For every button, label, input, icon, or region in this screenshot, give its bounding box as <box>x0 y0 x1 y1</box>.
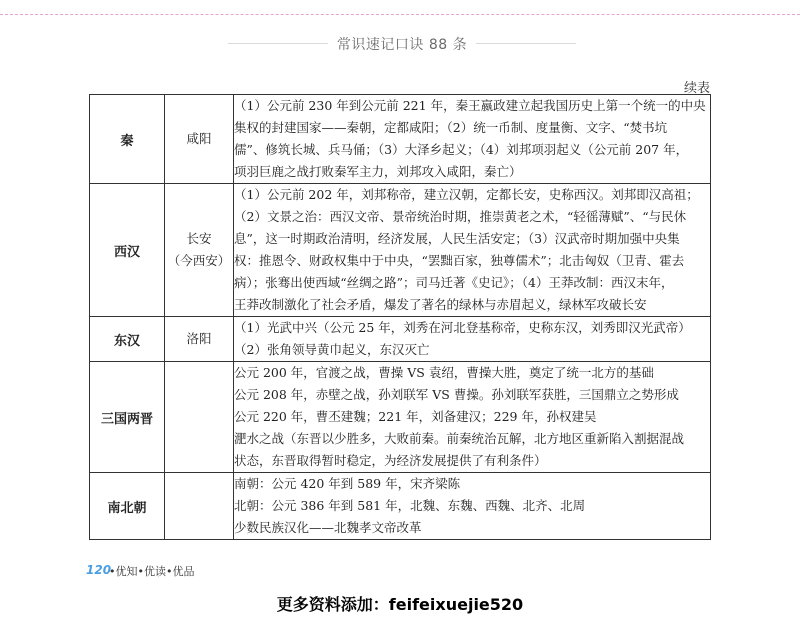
capital-cell <box>165 317 234 362</box>
event-line: （1）光武中兴（公元 25 年，刘秀在河北登基称帝，史称东汉，刘秀即汉光武帝） <box>234 320 691 335</box>
footer-slogan: •优知•优读•优品 <box>109 565 195 578</box>
history-table <box>89 94 711 540</box>
capital-line: 长安 <box>186 231 212 246</box>
dynasty-cell: 南北朝 <box>90 473 165 540</box>
event-line: 王莽改制激化了社会矛盾，爆发了著名的绿林与赤眉起义，绿林军攻破长安 <box>234 297 647 312</box>
capital-cell <box>165 362 234 473</box>
capital-cell <box>165 473 234 540</box>
event-line: （1）公元前 202 年，刘邦称帝，建立汉朝，定都长安，史称西汉。刘邦即汉高祖； <box>234 187 699 202</box>
event-line: 北朝：公元 386 年到 581 年，北魏、东魏、西魏、北齐、北周 <box>234 498 586 513</box>
capital-cell <box>165 95 234 184</box>
table-row <box>90 184 711 317</box>
event-line: 状态，东晋取得暂时稳定，为经济发展提供了有利条件） <box>234 453 547 468</box>
event-line: 权：推恩令、财政权集中于中央，“罢黜百家，独尊儒术”；北击匈奴（卫青、霍去 <box>234 253 685 268</box>
event-line: （1）公元前 230 年到公元前 221 年，秦王嬴政建立起我国历史上第一个统一的中央 <box>234 98 706 113</box>
capital-line: 洛阳 <box>186 331 212 346</box>
dynasty-cell: 西汉 <box>90 184 165 317</box>
dynasty-cell: 东汉 <box>90 317 165 362</box>
events-cell <box>234 184 711 317</box>
event-line: 公元 208 年，赤壁之战，孙刘联军 VS 曹操。孙刘联军获胜，三国鼎立之势形成 <box>234 387 679 402</box>
dynasty-cell: 三国两晋 <box>90 362 165 473</box>
events-cell <box>234 362 711 473</box>
event-line: 公元 200 年，官渡之战，曹操 VS 袁绍，曹操大胜，奠定了统一北方的基础 <box>234 365 654 380</box>
event-line: 淝水之战（东晋以少胜多，大败前秦。前秦统治瓦解，北方地区重新陷入割据混战 <box>234 431 685 446</box>
table-row <box>90 473 711 540</box>
running-header <box>0 34 800 54</box>
event-line: 集权的封建国家——秦朝，定都咸阳；（2）统一币制、度量衡、文字、“焚书坑 <box>234 120 668 135</box>
capital-line: 咸阳 <box>186 131 212 146</box>
event-line: （2）张角领导黄巾起义，东汉灭亡 <box>234 342 430 357</box>
event-line: 病）；张骞出使西域“丝绸之路”；司马迁著《史记》；（4）王莽改制：西汉末年， <box>234 275 674 290</box>
page-number: 120 <box>86 563 112 577</box>
running-header-title: 常识速记口诀 88 条 <box>336 37 468 53</box>
capital-line: （今西安） <box>167 253 231 268</box>
capital-cell <box>165 184 234 317</box>
event-line: 少数民族汉化——北魏孝文帝改革 <box>234 520 422 535</box>
event-line: 息”，这一时期政治清明，经济发展，人民生活安定；（3）汉武帝时期加强中央集 <box>234 231 680 246</box>
header-rule-right <box>476 43 576 44</box>
dynasty-cell: 秦 <box>90 95 165 184</box>
events-cell <box>234 95 711 184</box>
promo-text: 更多资料添加：feifeixuejie520 <box>276 595 524 614</box>
event-line: 南朝：公元 420 年到 589 年，宋齐梁陈 <box>234 476 461 491</box>
continued-label: 续表 <box>683 81 710 96</box>
event-line: 公元 220 年，曹丕建魏；221 年，刘备建汉；229 年，孙权建吴 <box>234 409 597 424</box>
event-line: （2）文景之治：西汉文帝、景帝统治时期，推崇黄老之术，“轻徭薄赋”、“与民休 <box>234 209 687 224</box>
header-rule-left <box>228 43 328 44</box>
event-line: 儒”、修筑长城、兵马俑；（3）大泽乡起义；（4）刘邦项羽起义（公元前 207 年， <box>234 142 689 157</box>
table-row <box>90 317 711 362</box>
events-cell <box>234 317 711 362</box>
event-line: 项羽巨鹿之战打败秦军主力，刘邦攻入咸阳，秦亡） <box>234 164 522 179</box>
table-row <box>90 95 711 184</box>
top-dashed-border <box>0 14 800 15</box>
events-cell <box>234 473 711 540</box>
table-row <box>90 362 711 473</box>
